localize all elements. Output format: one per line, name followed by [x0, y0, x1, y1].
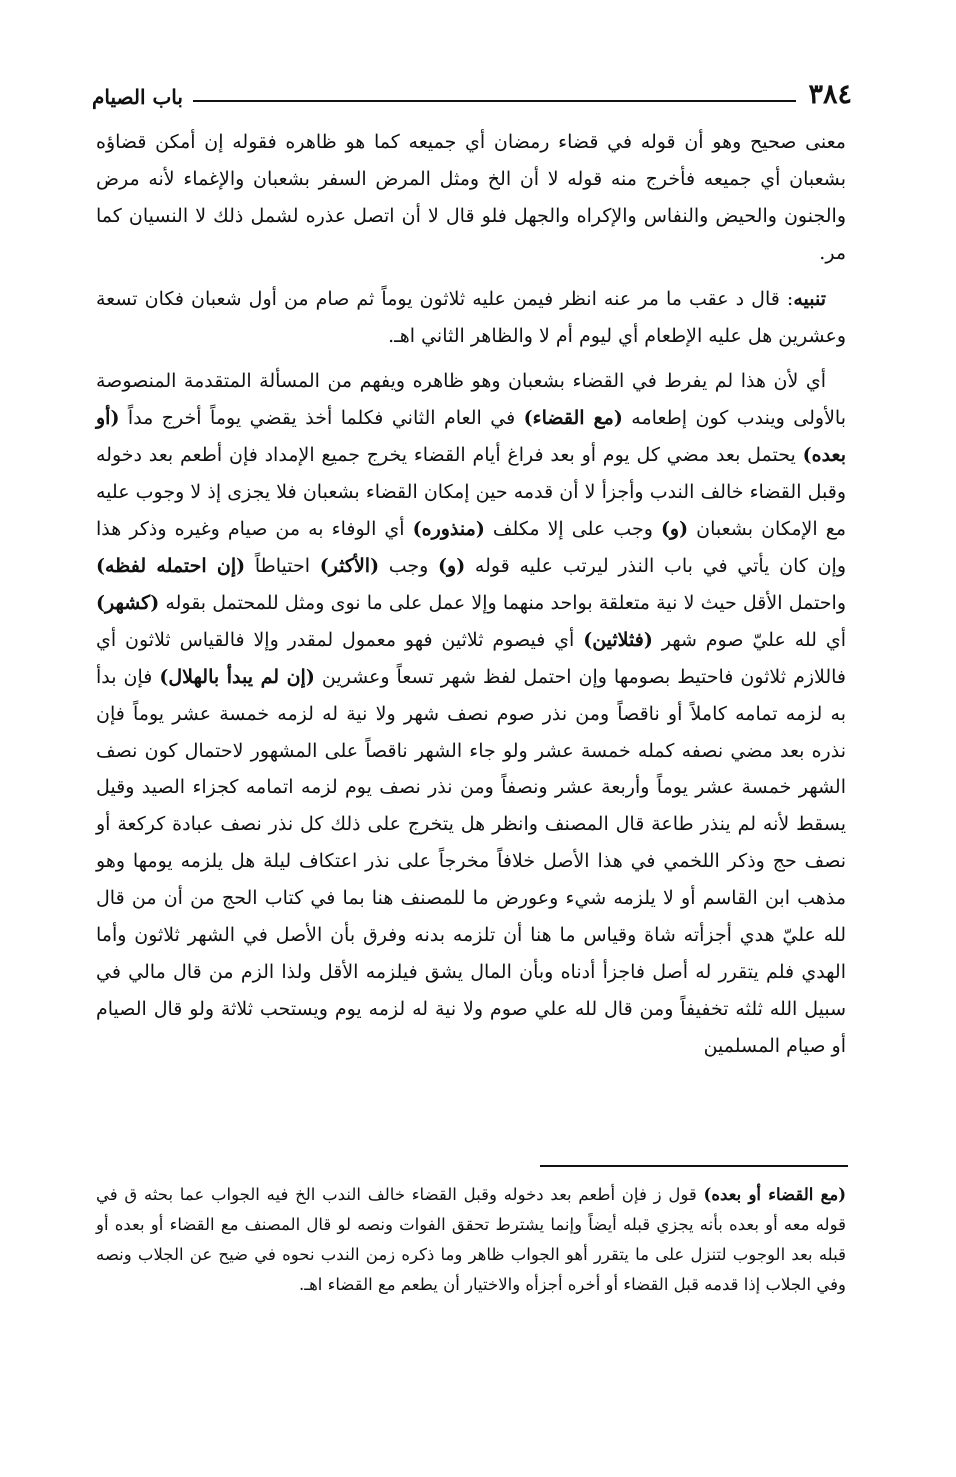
page-header [92, 64, 852, 112]
text-segment: يحتمل بعد مضي كل يوم أو بعد فراغ أيام القضاء يخرج جميع الإمداد فإن أطعم بعد دخوله وقبل القضاء خالف الندب وأجزأ لا أن قدمه حين إمكان القضاء بشعبان فلا يجزى إذ لا وجوب عليه مع الإمكان بشعبان [96, 444, 846, 541]
text-segment: أي فيصوم ثلاثين فهو معمول لمقدر وإلا فالقياس ثلاثون أي فاللازم ثلاثون فاحتيط بصومها وإن احتمل لفظ شهر تسعاً وعشرين [96, 628, 847, 688]
quoted-matn: (الأكثر) [319, 554, 380, 577]
text-segment: فإن بدأ به لزمه تمامه كاملاً أو ناقصاً ومن نذر صوم نصف شهر ولا نية له لزمه خمسة عشر يوماً فإن نذره بعد مضي نصفه كمله خمسة عشر ولو جاء الشهر ناقصاً على المشهور لاحتمال كون نصف الشهر خمسة عشر يوماً وأربعة عشر ونصفاً ومن نذر نصف يوم لزمه اتمامه كجزاء الصيد وقيل يسقط لأنه لم ينذر طاعة قال المصنف وانظر هل يتخرج على ذلك كل نذر نصف عبادة كركعة أو نصف حج وذكر اللخمي في هذا الأصل خلافاً مخرجاً على نذر اعتكاف ليلة هل يلزمه يومها وهو مذهب ابن القاسم أو لا يلزمه شيء وعورض ما للمصنف هنا بما في كتاب الحج من أن من قال لله عليّ هدي أجزأته شاة وقياس ما هنا أن تلزمه بدنه وفرق بأن الأصل في الشهر ثلاثون وأما الهدي فلم يتقرر له أصل فاجزأ أدناه وبأن المال يشق فيلزمه الأقل ولذا الزم من قال مالي في سبيل الله ثلثه تخفيفاً ومن قال لله علي صوم ولا نية له لزمه يوم ويستحب ثلاثة ولو قال الصيام أو صيام المسلمين [96, 665, 846, 1057]
text-segment: في العام الثاني فكلما أخذ يقضي يوماً أخرج مداً [119, 407, 524, 430]
text-segment: أي الوفاء به من صيام وغيره وذكر هذا وإن كان يأتي في باب النذر ليرتب عليه قوله [96, 518, 846, 577]
quoted-matn: (و) [438, 554, 466, 577]
text-segment: أي لأن هذا لم يفرط في القضاء بشعبان وهو ظاهره ويفهم من المسألة المتقدمة المنصوصة بالأولى ويندب كون إطعامه [96, 370, 847, 430]
note-heading: تنبيه [793, 287, 826, 310]
footnote-lemma: (مع القضاء أو بعده) [703, 1185, 847, 1204]
quoted-matn: (فثلاثين) [583, 628, 653, 651]
footnote-paragraph [96, 1180, 846, 1300]
text-segment: قول ز فإن أطعم بعد دخوله وقبل القضاء خالف الندب الخ فيه الجواب عما بحثه ق في قوله معه أو بعده بأنه يجزي قبله أيضاً وإنما يشترط تحقق الفوات ونصه لو قال المصنف مع القضاء أو بعده أو قبله بعد الوجوب لتنزل على ما يتقرر أهو الجواب ظاهر وما ذكره زمن الندب نحوه في ضيح عن الجلاب ونصه وفي الجلاب إذا قدمه قبل القضاء أو أخره أجزأه والاختيار أن يطعم مع القضاء اهـ. [96, 1185, 846, 1294]
quoted-matn: (إن لم يبدأ بالهلال) [159, 665, 315, 688]
text-segment: : قال د عقب ما مر عنه انظر فيمن عليه ثلاثون يوماً ثم صام من أول شعبان فكان تسعة وعشرين هل عليه الإطعام أي ليوم أم لا والظاهر الثاني اهـ. [96, 287, 846, 347]
paragraph [96, 124, 846, 272]
quoted-matn: (منذوره) [412, 518, 485, 541]
footnote [96, 1180, 846, 1300]
text-segment: واحتمل الأقل حيث لا نية متعلقة بواحد منهما وإلا عمل على ما نوى ومثل للمحتمل بقوله [159, 591, 846, 614]
quoted-matn: (إن احتمله لفظه) [96, 554, 246, 577]
text-segment: معنى صحيح وهو أن قوله في قضاء رمضان أي جميعه كما هو ظاهره فقوله إن أمكن قضاؤه بشعبان أي جميعه فأخرج منه قوله لا أن الخ ومثل المرض السفر بشعبان والإغماء لأنه مرض والجنون والحيض والنفاس والإكراه والجهل فلو قال لا أن اتصل عذره لشمل ذلك لا النسيان كما مر. [96, 131, 846, 264]
page-number: ٣٨٤ [808, 79, 852, 110]
quoted-matn: (و) [660, 518, 689, 541]
main-text [96, 124, 846, 1074]
header-rule [193, 100, 797, 102]
paragraph [96, 281, 846, 355]
text-segment: وجب على إلا مكلف [484, 518, 661, 541]
quoted-matn: (كشهر) [96, 591, 160, 614]
text-segment: وجب [379, 554, 439, 577]
paragraph [96, 363, 846, 1064]
footnote-separator [540, 1165, 848, 1167]
quoted-matn: (مع القضاء) [523, 407, 623, 430]
chapter-title: باب الصيام [92, 85, 183, 109]
text-segment: احتياطاً [245, 554, 320, 577]
quoted-matn: (أو بعده) [96, 407, 846, 467]
text-segment: أي لله عليّ صوم شهر [652, 628, 846, 651]
